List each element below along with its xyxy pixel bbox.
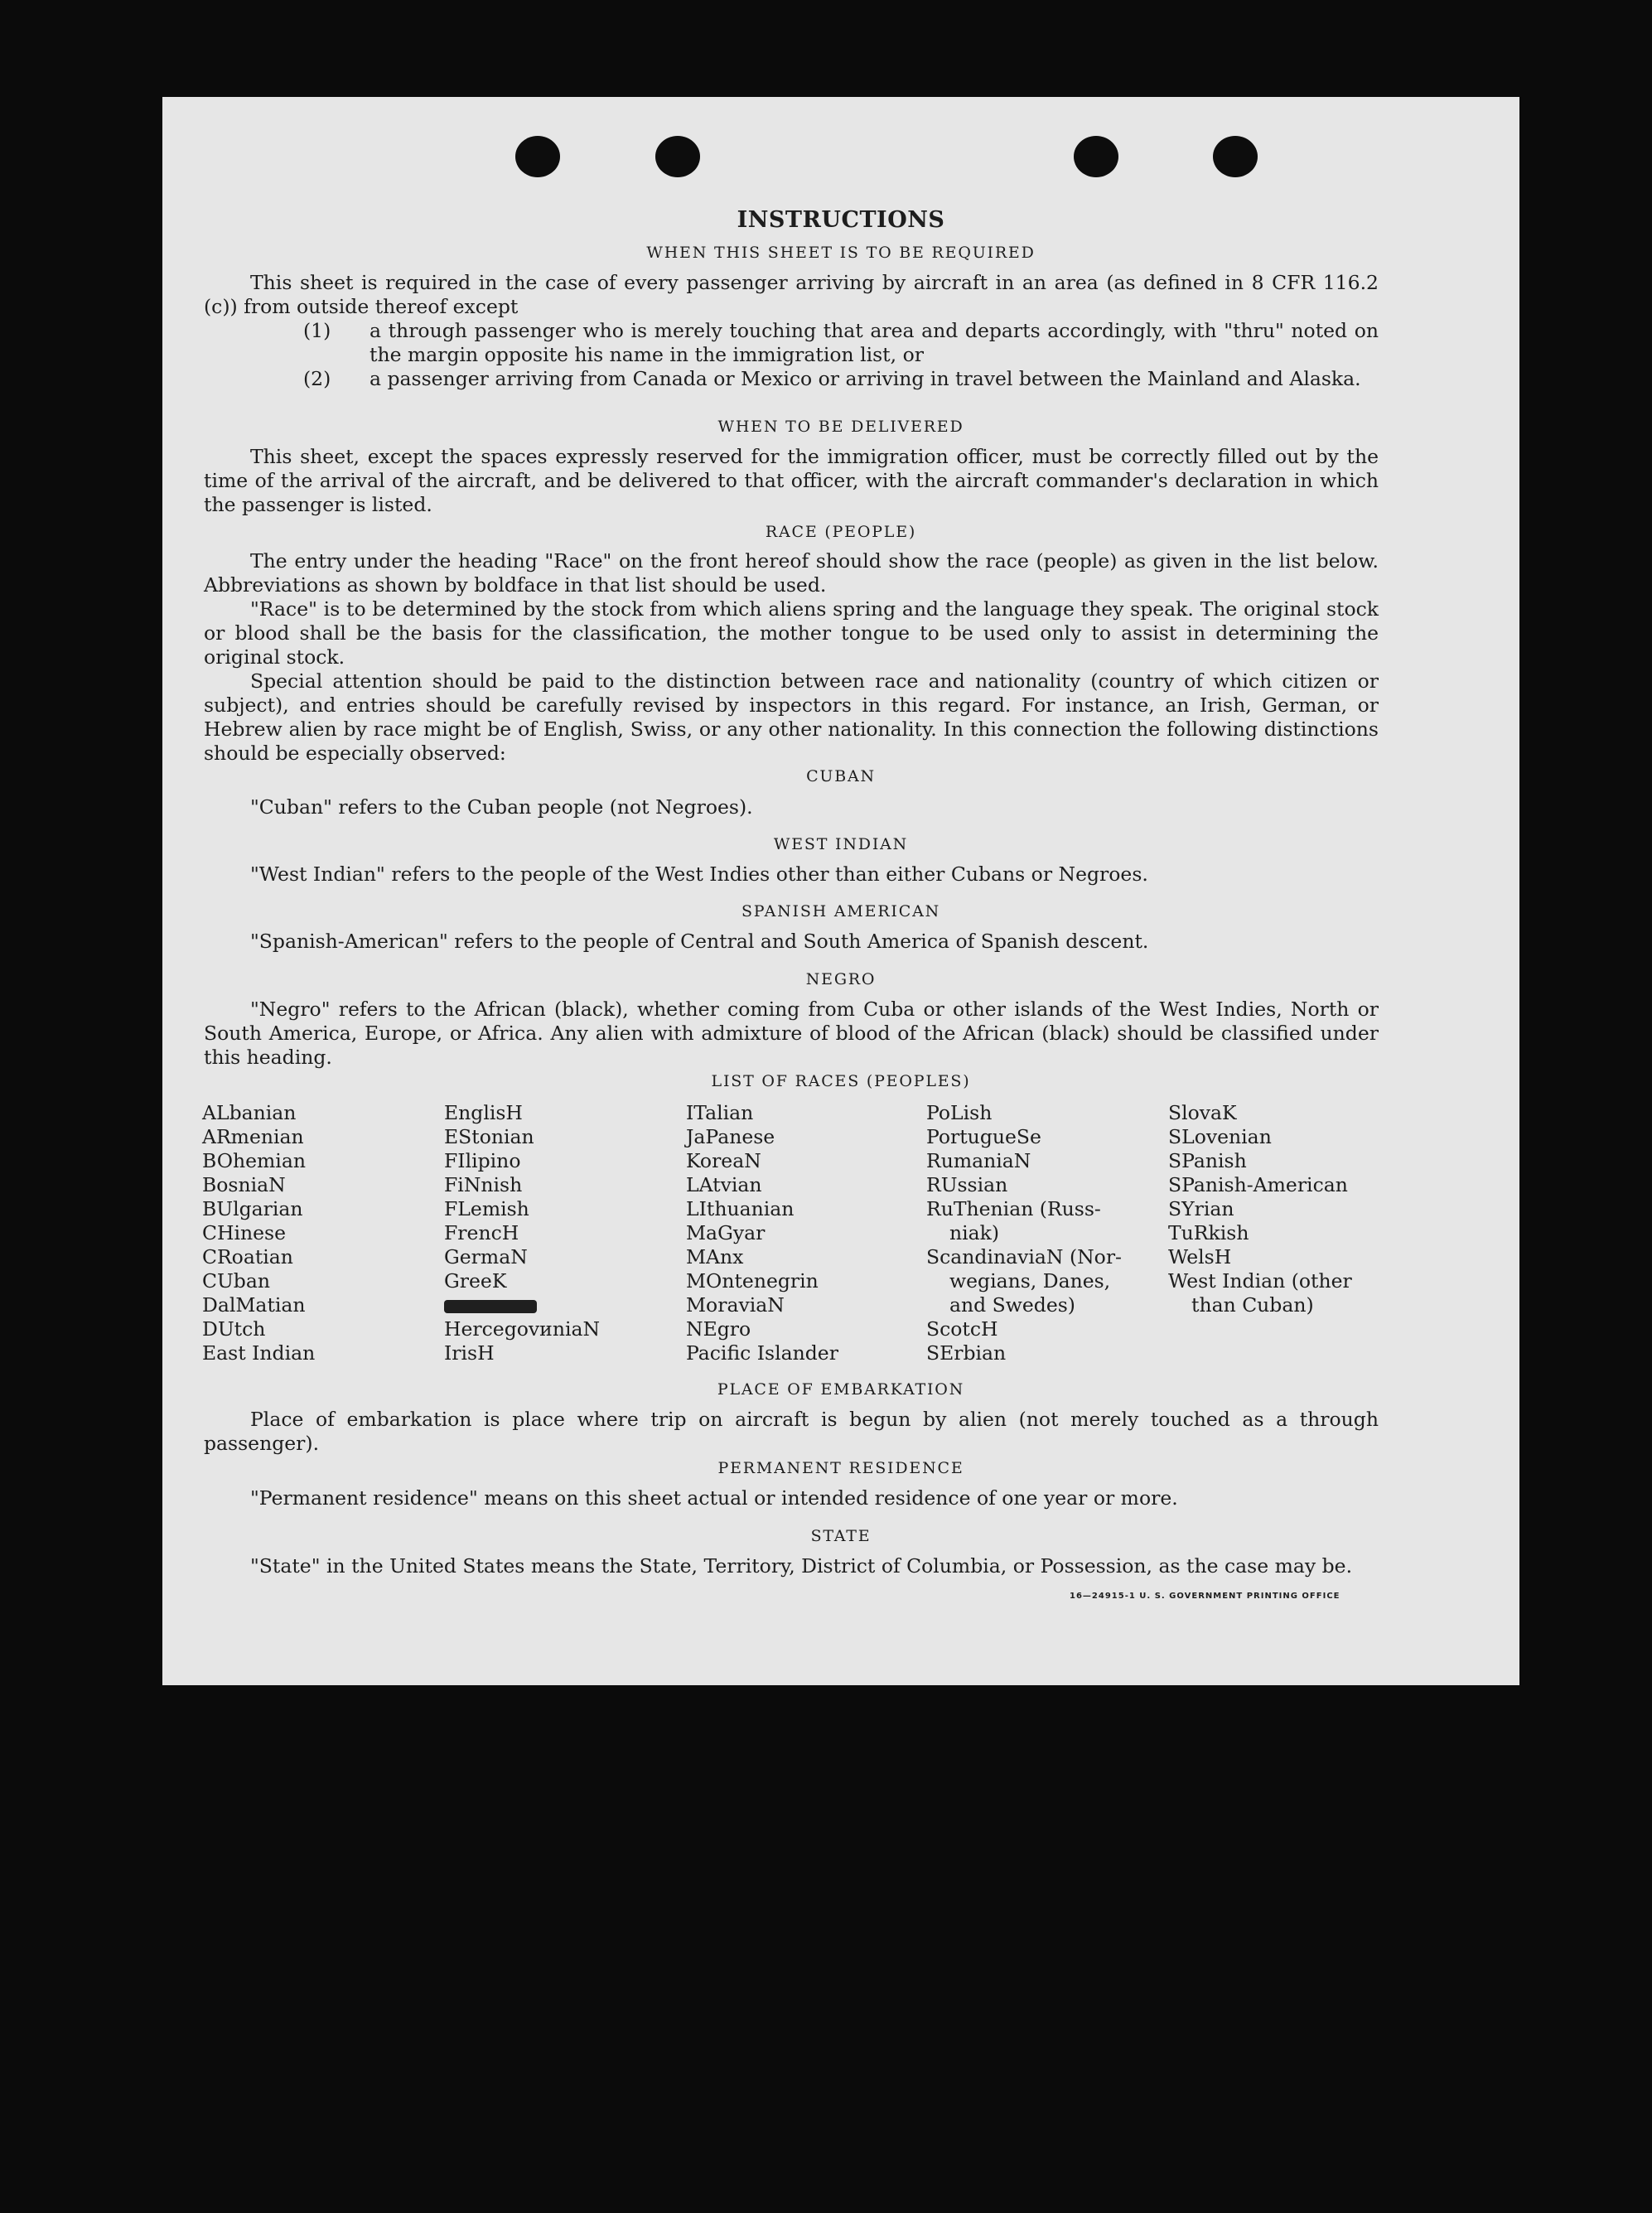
race-entry: wegians, Danes, (949, 1269, 1111, 1293)
printing-office-footer: 16—24915-1 U. S. GOVERNMENT PRINTING OFFICE (1070, 1592, 1340, 1601)
race-entry: SPanish (1168, 1149, 1247, 1172)
race-entry: PortugueSe (926, 1125, 1041, 1148)
race-entry: BOhemian (202, 1149, 306, 1172)
race-entry: KoreaN (686, 1149, 761, 1172)
heading-race: RACE (PEOPLE) (765, 523, 917, 541)
item-1-text: a through passenger who is merely touching that area and departs accordingly, with "thru" noted on the margin opposite his name in the immigration list, or (370, 319, 1379, 366)
race-entry: ARmenian (202, 1125, 304, 1148)
state-paragraph: "State" in the United States means the State, Territory, District of Columbia, or Possession, as the case may be. (250, 1554, 1353, 1578)
race-entry: GermaN (444, 1245, 528, 1268)
race-entry: MoraviaN (686, 1293, 785, 1317)
race-entry: TuRkish (1168, 1221, 1249, 1244)
race-list-column-4 (926, 1101, 1167, 1365)
race-entry: PoLish (926, 1101, 993, 1124)
race-entry: IrisH (444, 1341, 495, 1365)
race-entry: CUban (202, 1269, 270, 1293)
race-entry: GreeK (444, 1269, 507, 1293)
redacted-entry (444, 1293, 684, 1317)
race-entry: RuThenian (Russ- (926, 1197, 1101, 1220)
heading-embarkation: PLACE OF EMBARKATION (717, 1380, 965, 1399)
race-entry: RumaniaN (926, 1149, 1031, 1172)
race-entry: FiNnish (444, 1173, 523, 1196)
race-entry: JaPanese (686, 1125, 775, 1148)
race-entry: ScotcH (926, 1317, 998, 1341)
race-entry: niak) (949, 1221, 1000, 1244)
race-entry: CRoatian (202, 1245, 293, 1268)
intro-paragraph: This sheet is required in the case of every passenger arriving by aircraft in an area (as defined in 8 CFR 116.2 (c)) from outside thereof except (204, 271, 1379, 318)
delivered-paragraph: This sheet, except the spaces expressly reserved for the immigration officer, must be correctly filled out by the time of the arrival of the aircraft, and be delivered to that officer, with the aircraft commander's declaration in which the passenger is listed. (204, 445, 1379, 516)
race-entry: LAtvian (686, 1173, 762, 1196)
race-entry: NEgro (686, 1317, 751, 1341)
race-entry: MOntenegrin (686, 1269, 819, 1293)
race-paragraph-1: The entry under the heading "Race" on the front hereof should show the race (people) as given in the list below. Abbreviations as shown by boldface in that list should be used. (204, 549, 1379, 597)
document-title: INSTRUCTIONS (737, 207, 945, 233)
race-paragraph-3: Special attention should be paid to the distinction between race and nationality (country of which citizen or subject), and entries should be carefully revised by inspectors in this regard. For instance, an Irish, German, or Hebrew alien by race might be of English, Swiss, or any other nationality. In this connection the following distinctions should be especially observed: (204, 669, 1379, 765)
race-entry: SYrian (1168, 1197, 1234, 1220)
item-1-number: (1) (303, 319, 331, 342)
race-entry: SLovenian (1168, 1125, 1272, 1148)
race-entry: WelsH (1168, 1245, 1232, 1268)
embarkation-paragraph: Place of embarkation is place where trip on aircraft is begun by alien (not merely touched as a through passenger). (204, 1408, 1379, 1455)
race-entry: RUssian (926, 1173, 1008, 1196)
race-entry: BosniaN (202, 1173, 286, 1196)
race-entry: BUlgarian (202, 1197, 303, 1220)
cuban-paragraph: "Cuban" refers to the Cuban people (not Negroes). (250, 795, 753, 819)
heading-negro: NEGRO (805, 970, 877, 988)
race-list-column-1 (202, 1101, 442, 1365)
instruction-sheet (162, 97, 1519, 1685)
race-entry: than Cuban) (1191, 1293, 1314, 1317)
punch-hole (515, 136, 560, 177)
heading-state: STATE (810, 1527, 872, 1545)
punch-hole (1074, 136, 1118, 177)
race-list-column-5 (1168, 1101, 1408, 1317)
punch-hole (655, 136, 700, 177)
west-indian-paragraph: "West Indian" refers to the people of the West Indies other than either Cubans or Negroes. (250, 862, 1148, 886)
item-2-number: (2) (303, 367, 331, 390)
race-entry: EStonian (444, 1125, 534, 1148)
heading-when-delivered: WHEN TO BE DELIVERED (717, 418, 964, 436)
heading-cuban: CUBAN (806, 767, 876, 785)
punch-hole (1213, 136, 1258, 177)
race-entry: DUtch (202, 1317, 266, 1341)
heading-permanent-residence: PERMANENT RESIDENCE (717, 1459, 964, 1477)
race-entry: EnglisH (444, 1101, 523, 1124)
race-entry: MaGyar (686, 1221, 766, 1244)
race-entry: FIlipino (444, 1149, 521, 1172)
race-entry: DalMatian (202, 1293, 306, 1317)
heading-spanish-american: SPANISH AMERICAN (741, 902, 941, 920)
residence-paragraph: "Permanent residence" means on this sheet actual or intended residence of one year or more. (250, 1486, 1178, 1510)
race-entry: FrencH (444, 1221, 519, 1244)
race-entry: CHinese (202, 1221, 286, 1244)
race-entry: MAnx (686, 1245, 744, 1268)
negro-paragraph: "Negro" refers to the African (black), whether coming from Cuba or other islands of the West Indies, North or South America, Europe, or Africa. Any alien with admixture of blood of the African (black) should be classified under this heading. (204, 998, 1379, 1069)
race-entry: and Swedes) (949, 1293, 1075, 1317)
race-entry: SErbian (926, 1341, 1007, 1365)
race-entry: ITalian (686, 1101, 754, 1124)
race-entry: LIthuanian (686, 1197, 795, 1220)
race-paragraph-2: "Race" is to be determined by the stock from which aliens spring and the language they speak. The original stock or blood shall be the basis for the classification, the mother tongue to be used only to assist in determining the original stock. (204, 597, 1379, 669)
race-entry: ScandinaviaN (Nor- (926, 1245, 1122, 1268)
heading-west-indian: WEST INDIAN (773, 835, 909, 853)
race-entry: SlovaK (1168, 1101, 1237, 1124)
race-entry: East Indian (202, 1341, 316, 1365)
heading-list-of-races: LIST OF RACES (PEOPLES) (711, 1072, 971, 1090)
spanish-american-paragraph: "Spanish-American" refers to the people of Central and South America of Spanish descent. (250, 930, 1149, 953)
item-2-text: a passenger arriving from Canada or Mexico or arriving in travel between the Mainland and Alaska. (370, 367, 1361, 390)
race-entry: ALbanian (202, 1101, 297, 1124)
redaction-mark (444, 1300, 537, 1313)
race-list-column-3 (686, 1101, 926, 1365)
race-entry: SPanish-American (1168, 1173, 1348, 1196)
race-entry: FLemish (444, 1197, 529, 1220)
race-list-column-2 (444, 1101, 684, 1365)
race-entry: West Indian (other (1168, 1269, 1352, 1293)
race-entry: HercegovиniaN (444, 1317, 601, 1341)
race-entry: Pacific Islander (686, 1341, 838, 1365)
heading-when-required: WHEN THIS SHEET IS TO BE REQUIRED (646, 244, 1036, 262)
